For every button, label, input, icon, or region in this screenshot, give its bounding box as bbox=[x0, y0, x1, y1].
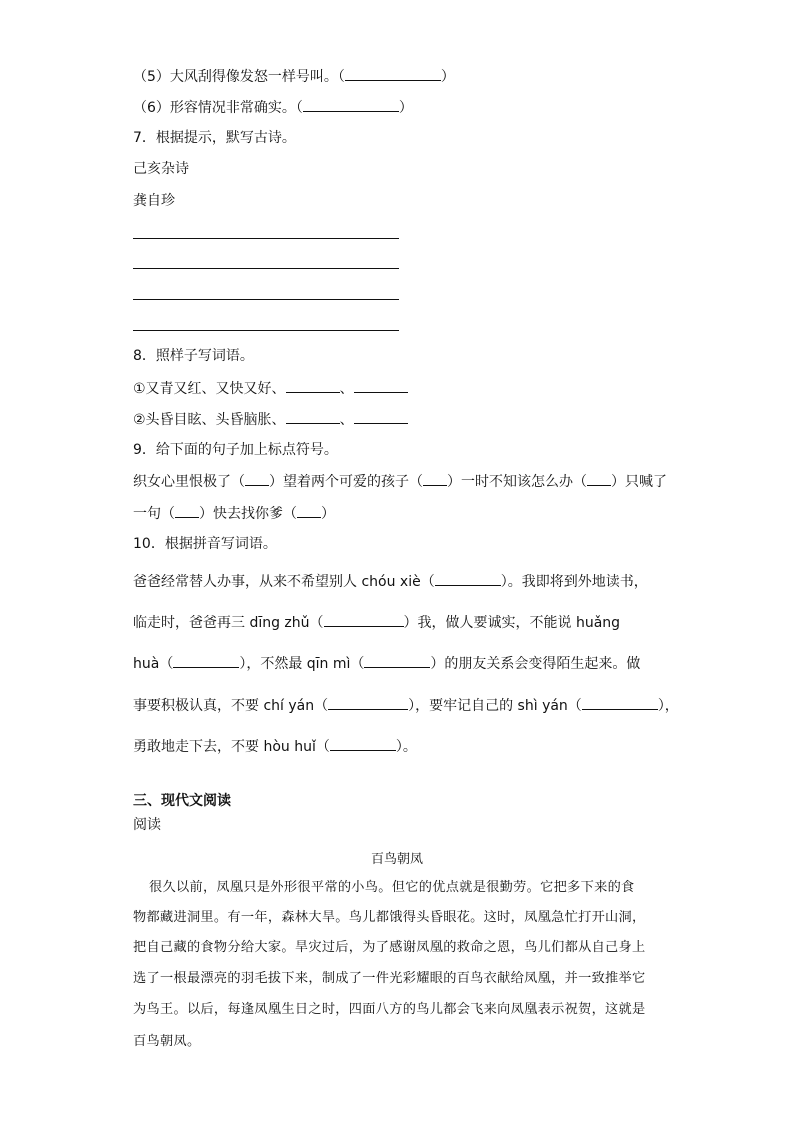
q6-item-6: （6）形容情况非常确实。（ ） bbox=[133, 97, 413, 118]
section-subheading: 阅读 bbox=[133, 817, 161, 833]
section-heading: 三、现代文阅读 bbox=[133, 793, 231, 809]
answer-blank[interactable] bbox=[364, 653, 430, 668]
passage-title: 百鸟朝凤 bbox=[370, 852, 423, 867]
answer-blank[interactable] bbox=[354, 378, 408, 393]
passage-line: 很久以前，凤凰只是外形很平常的小鸟。但它的优点就是很勤劳。它把多下来的食 bbox=[149, 880, 635, 895]
poem-author: 龚自珍 bbox=[133, 193, 175, 209]
punctuation-blank[interactable] bbox=[587, 471, 611, 486]
punctuation-blank[interactable] bbox=[245, 471, 269, 486]
punctuation-blank[interactable] bbox=[175, 503, 199, 518]
q10-prompt: 10．根据拼音写词语。 bbox=[133, 536, 277, 552]
answer-blank[interactable] bbox=[354, 409, 408, 424]
answer-blank[interactable] bbox=[435, 571, 501, 586]
answer-blank[interactable] bbox=[303, 97, 399, 112]
q9-sentence-line-1: 织女心里恨极了（ ）望着两个可爱的孩子（ ）一时不知该怎么办（ ）只喊了 bbox=[133, 471, 667, 492]
passage-line: 把自己藏的食物分给大家。旱灾过后，为了感谢凤凰的救命之恩，鸟儿们都从自己身上 bbox=[133, 940, 646, 955]
q6-item-5-text: （5）大风刮得像发怒一样号叫。（ bbox=[133, 69, 345, 85]
q7-prompt: 7．根据提示，默写古诗。 bbox=[133, 130, 296, 146]
poem-answer-line-3[interactable] bbox=[133, 299, 399, 300]
passage-line: 百鸟朝凤。 bbox=[133, 1034, 201, 1049]
q8-prompt: 8．照样子写词语。 bbox=[133, 348, 254, 364]
passage-line: 选了一根最漂亮的羽毛拔下来，制成了一件光彩耀眼的百鸟衣献给凤凰，并一致推举它 bbox=[133, 971, 646, 986]
poem-answer-line-2[interactable] bbox=[133, 268, 399, 269]
q10-line-5: 勇敢地走下去，不要 hòu huǐ（ ）。 bbox=[133, 736, 417, 757]
q10-line-1: 爸爸经常替人办事，从来不希望别人 chóu xiè（ ）。我即将到外地读书， bbox=[133, 571, 648, 592]
q10-line-3: huà（ ），不然最 qīn mì（ ）的朋友关系会变得陌生起来。做 bbox=[133, 653, 640, 674]
q9-prompt: 9．给下面的句子加上标点符号。 bbox=[133, 442, 338, 458]
answer-blank[interactable] bbox=[324, 612, 404, 627]
answer-blank[interactable] bbox=[328, 695, 408, 710]
punctuation-blank[interactable] bbox=[423, 471, 447, 486]
answer-blank[interactable] bbox=[173, 653, 239, 668]
answer-blank[interactable] bbox=[345, 66, 441, 81]
q10-line-4: 事要积极认真，不要 chí yán（ ），要牢记自己的 shì yán（ ）， bbox=[133, 695, 679, 716]
q9-sentence-line-2: 一句（ ）快去找你爹（ ） bbox=[133, 503, 335, 524]
q8-example-1: ①又青又红、又快又好、 、 bbox=[133, 378, 408, 399]
punctuation-blank[interactable] bbox=[297, 503, 321, 518]
q10-line-2: 临走时，爸爸再三 dīng zhǔ（ ）我，做人要诚实，不能说 huǎng bbox=[133, 612, 620, 633]
poem-answer-line-4[interactable] bbox=[133, 330, 399, 331]
passage-line: 物都藏进洞里。有一年，森林大旱。鸟儿都饿得头昏眼花。这时，凤凰急忙打开山洞， bbox=[133, 910, 646, 925]
passage-line: 为鸟王。以后，每逢凤凰生日之时，四面八方的鸟儿都会飞来向凤凰表示祝贺，这就是 bbox=[133, 1002, 646, 1017]
poem-title: 己亥杂诗 bbox=[133, 161, 189, 177]
poem-answer-line-1[interactable] bbox=[133, 238, 399, 239]
answer-blank[interactable] bbox=[286, 409, 340, 424]
answer-blank[interactable] bbox=[330, 736, 396, 751]
answer-blank[interactable] bbox=[286, 378, 340, 393]
q8-example-2: ②头昏目眩、头昏脑胀、 、 bbox=[133, 409, 408, 430]
q6-item-5: （5）大风刮得像发怒一样号叫。（ ） bbox=[133, 66, 455, 87]
q6-item-6-text: （6）形容情况非常确实。（ bbox=[133, 100, 303, 116]
answer-blank[interactable] bbox=[582, 695, 658, 710]
